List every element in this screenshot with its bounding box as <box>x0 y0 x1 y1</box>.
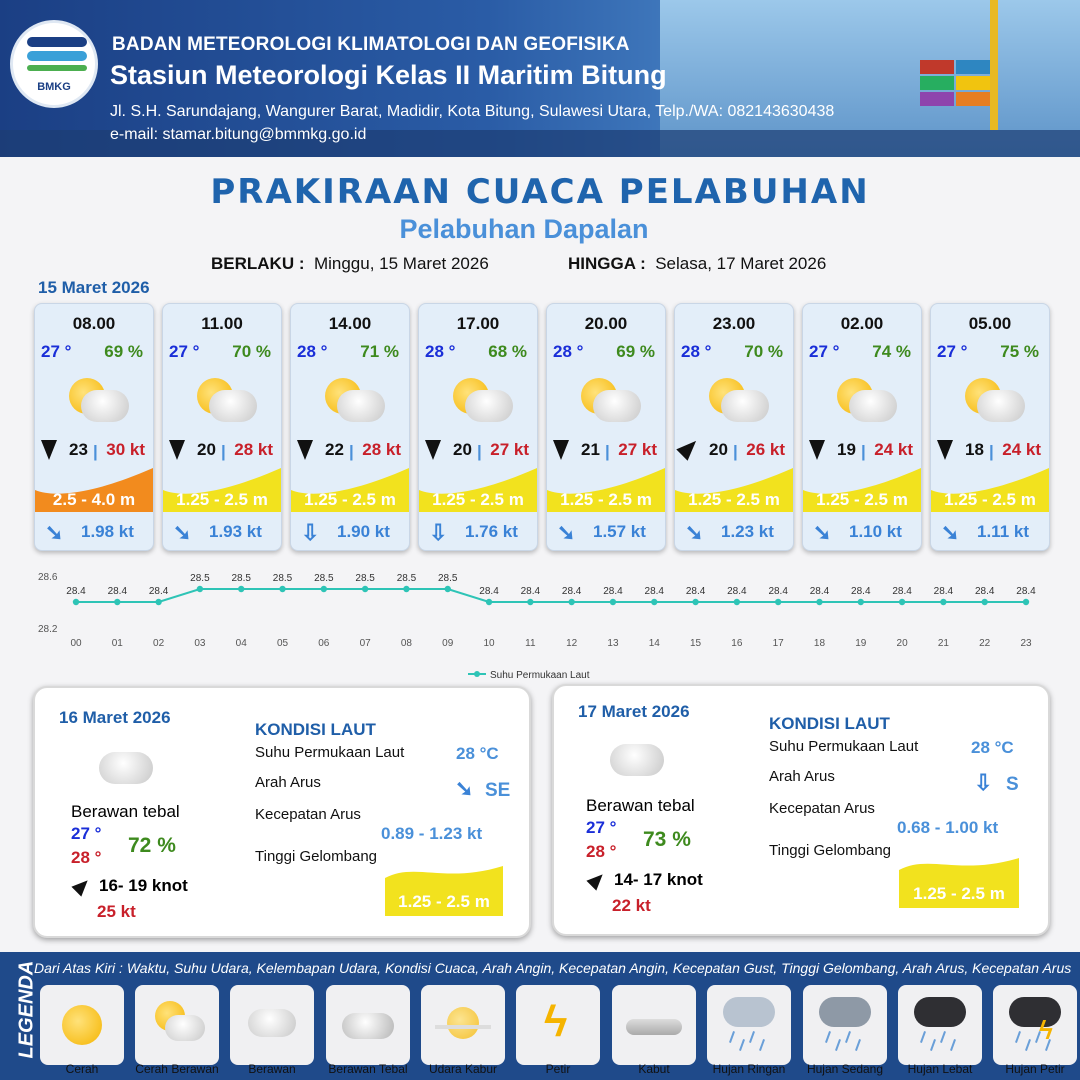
data-label: 28.5 <box>438 573 458 584</box>
sst-value: 28 °C <box>971 738 1014 757</box>
card-wind-speed: 20 <box>197 440 216 459</box>
card-wave-height: 1.25 - 2.5 m <box>944 490 1036 509</box>
legend-item-label: Cerah <box>65 1062 99 1076</box>
temp-min: 27 ° <box>71 824 102 843</box>
station-name: Stasiun Meteorologi Kelas II Maritim Bitung <box>110 60 667 90</box>
data-label: 28.5 <box>396 573 417 584</box>
container-graphic <box>920 92 954 106</box>
arrow-southeast-icon: ➘ <box>455 776 474 801</box>
card-humidity: 71 % <box>360 342 399 361</box>
legend-item <box>421 985 505 1065</box>
partly-cloudy-icon <box>961 374 1025 424</box>
card-current <box>937 520 1050 546</box>
x-tick-label: 15 <box>690 638 702 649</box>
current-arrow-icon: ➘ <box>685 520 704 545</box>
card-current <box>41 520 154 546</box>
card-wind-speed: 20 <box>453 440 472 459</box>
data-label: 28.4 <box>727 586 747 597</box>
card-gust: 30 kt <box>106 440 145 459</box>
x-tick-label: 12 <box>566 638 578 649</box>
x-tick-label: 04 <box>235 638 247 649</box>
card-temperature: 27 ° <box>41 342 72 361</box>
data-point <box>651 599 657 605</box>
current-speed-label: Kecepatan Arus <box>255 806 361 823</box>
card-wind-speed: 23 <box>69 440 88 459</box>
data-point <box>610 599 616 605</box>
sst-label: Suhu Permukaan Laut <box>769 738 919 755</box>
weather-label: Berawan tebal <box>586 796 695 815</box>
partly-cloudy-icon <box>193 374 257 424</box>
card-humidity: 75 % <box>1000 342 1039 361</box>
card-wind <box>803 438 921 462</box>
gust-speed: 25 kt <box>97 902 136 921</box>
card-time: 08.00 <box>72 314 116 333</box>
x-tick-label: 02 <box>153 638 165 649</box>
card-current-speed: 1.23 kt <box>721 522 774 541</box>
wave-height-label: Tinggi Gelombang <box>255 848 378 865</box>
separator: | <box>861 442 866 461</box>
card-temperature: 27 ° <box>937 342 968 361</box>
legend-item-label: Berawan <box>248 1062 296 1076</box>
data-point <box>981 599 987 605</box>
current-direction-label: Arah Arus <box>255 774 321 791</box>
data-label: 28.4 <box>768 586 788 597</box>
legend-description: Dari Atas Kiri : Waktu, Suhu Udara, Kelembapan Udara, Kondisi Cuaca, Arah Angin, Kecepatan Angin, Kecepatan Gust, Tinggi Gelombang, Arah Arus, Kecepatan Arus <box>34 960 1072 976</box>
container-graphic <box>956 60 990 74</box>
legend-item-label: Berawan Tebal <box>328 1062 408 1076</box>
legend-item <box>993 985 1077 1065</box>
partly-cloudy-icon <box>833 374 897 424</box>
data-point <box>486 599 492 605</box>
separator: | <box>221 442 226 461</box>
card-gust: 24 kt <box>874 440 913 459</box>
legend-item <box>516 985 600 1065</box>
legend-bar <box>0 952 1080 1080</box>
x-tick-label: 16 <box>731 638 743 649</box>
cloudy-icon <box>230 985 314 1065</box>
arrow-down-icon <box>297 440 313 460</box>
card-humidity: 69 % <box>104 342 143 361</box>
current-arrow-icon: ⇩ <box>429 520 448 545</box>
x-tick-label: 01 <box>111 638 123 649</box>
legend-item <box>230 985 314 1065</box>
x-tick-label: 10 <box>483 638 495 649</box>
partly-cloudy-icon <box>577 374 641 424</box>
card-temperature: 28 ° <box>553 342 584 361</box>
legend-item <box>40 985 124 1065</box>
legend-item-label: Hujan Petir <box>1005 1062 1065 1076</box>
container-graphic <box>920 60 954 74</box>
data-label: 28.4 <box>851 586 871 597</box>
card-time: 23.00 <box>712 314 756 333</box>
card-wind-speed: 18 <box>965 440 984 459</box>
card-current <box>169 520 282 546</box>
data-label: 28.5 <box>272 573 293 584</box>
sunny-icon <box>40 985 124 1065</box>
legend-item <box>898 985 982 1065</box>
x-tick-label: 17 <box>772 638 784 649</box>
card-wind <box>931 438 1049 462</box>
legend-item-label: Hujan Lebat <box>907 1062 973 1076</box>
card-current <box>425 520 538 546</box>
x-tick-label: 13 <box>607 638 619 649</box>
card-wind <box>35 438 153 462</box>
x-tick-label: 11 <box>525 638 536 649</box>
current-speed-label: Kecepatan Arus <box>769 800 875 817</box>
data-point <box>816 599 822 605</box>
x-tick-label: 20 <box>896 638 908 649</box>
card-humidity: 68 % <box>488 342 527 361</box>
current-arrow-icon: ➘ <box>45 520 64 545</box>
arrow-down-icon <box>41 440 57 460</box>
data-label: 28.4 <box>974 586 995 597</box>
logo-text: BMKG <box>37 81 71 93</box>
card-wave-height: 1.25 - 2.5 m <box>432 490 524 509</box>
data-label: 28.4 <box>520 586 541 597</box>
partly-cloudy-icon <box>449 374 513 424</box>
card-time: 14.00 <box>328 314 372 333</box>
data-label: 28.4 <box>148 586 169 597</box>
y-tick-label: 28.6 <box>38 572 58 583</box>
card-gust: 24 kt <box>1002 440 1041 459</box>
card-wind <box>547 438 665 462</box>
arrow-down-icon <box>553 440 569 460</box>
card-wind <box>163 438 281 462</box>
forecast-card <box>34 303 154 551</box>
wave-height: 1.25 - 2.5 m <box>913 884 1005 903</box>
card-current-speed: 1.57 kt <box>593 522 646 541</box>
sea-condition-title: KONDISI LAUT <box>255 720 376 739</box>
valid-from: BERLAKU : Minggu, 15 Maret 2026 <box>211 254 489 273</box>
station-address: Jl. S.H. Sarundajang, Wangurer Barat, Madidir, Kota Bitung, Sulawesi Utara, Telp./WA: 082143630438 <box>110 103 835 120</box>
card-wave-height: 1.25 - 2.5 m <box>688 490 780 509</box>
valid-to: HINGGA : Selasa, 17 Maret 2026 <box>568 254 827 273</box>
legend-item <box>135 985 219 1065</box>
agency-name: BADAN METEOROLOGI KLIMATOLOGI DAN GEOFISIKA <box>112 34 630 55</box>
legend-marker <box>474 671 480 677</box>
current-speed: 0.68 - 1.00 kt <box>897 818 999 837</box>
wave-height-label: Tinggi Gelombang <box>769 842 892 859</box>
card-current-speed: 1.90 kt <box>337 522 390 541</box>
card-wave-height: 1.25 - 2.5 m <box>304 490 396 509</box>
card-temperature: 27 ° <box>169 342 200 361</box>
data-point <box>362 586 368 592</box>
card-time: 02.00 <box>840 314 884 333</box>
card-time: 11.00 <box>201 314 243 333</box>
temp-max: 28 ° <box>586 842 617 861</box>
lightning-icon: ϟ <box>544 997 568 1046</box>
legend-label: Suhu Permukaan Laut <box>490 670 590 681</box>
card-time: 20.00 <box>584 314 628 333</box>
x-tick-label: 23 <box>1020 638 1032 649</box>
current-arrow-icon: ➘ <box>813 520 832 545</box>
card-wind <box>291 438 409 462</box>
x-tick-label: 19 <box>855 638 867 649</box>
data-point <box>692 599 698 605</box>
data-point <box>197 586 203 592</box>
card-current-speed: 1.93 kt <box>209 522 262 541</box>
sst-label: Suhu Permukaan Laut <box>255 744 405 761</box>
temp-min: 27 ° <box>586 818 617 837</box>
page-title: PRAKIRAAN CUACA PELABUHAN <box>210 172 870 212</box>
thick-cloud-icon <box>99 746 153 784</box>
x-tick-label: 07 <box>359 638 371 649</box>
current-direction: S <box>1006 774 1019 795</box>
container-graphic <box>956 76 990 90</box>
current-arrow-icon: ➘ <box>557 520 576 545</box>
card-time: 17.00 <box>456 314 500 333</box>
arrow-northeast-icon <box>676 435 701 460</box>
forecast-card <box>418 303 538 551</box>
x-tick-label: 21 <box>937 638 949 649</box>
moderate-rain-icon <box>803 985 887 1065</box>
legend-item-label: Petir <box>545 1062 571 1076</box>
forecast-card <box>802 303 922 551</box>
card-wave-height: 1.25 - 2.5 m <box>816 490 908 509</box>
data-label: 28.4 <box>561 586 582 597</box>
thunderstorm-icon: ϟ <box>993 985 1077 1065</box>
sea-condition-title: KONDISI LAUT <box>769 714 890 733</box>
sea-temperature-chart <box>30 562 1050 692</box>
forecast-card <box>290 303 410 551</box>
overcast-icon <box>326 985 410 1065</box>
legend-item-label: Cerah Berawan <box>135 1062 219 1076</box>
card-wind-speed: 22 <box>325 440 344 459</box>
fog-icon <box>612 985 696 1065</box>
legend-item-label: Kabut <box>638 1062 670 1076</box>
data-label: 28.5 <box>231 573 251 584</box>
separator: | <box>349 442 354 461</box>
data-point <box>73 599 79 605</box>
current-arrow-icon: ⇩ <box>301 520 320 545</box>
card-current <box>297 520 410 546</box>
legend-item-label: Udara Kabur <box>428 1062 498 1076</box>
separator: | <box>93 442 98 461</box>
card-humidity: 69 % <box>616 342 655 361</box>
data-point <box>940 599 946 605</box>
legend-item <box>803 985 887 1065</box>
card-wind <box>419 438 537 462</box>
arrow-down-icon <box>809 440 825 460</box>
legend-title: LEGENDA <box>15 960 38 1059</box>
x-tick-label: 03 <box>194 638 206 649</box>
separator: | <box>605 442 610 461</box>
arrow-down-icon <box>425 440 441 460</box>
legend-item-label: Hujan Ringan <box>712 1062 786 1076</box>
arrow-down-icon: ⇩ <box>974 770 993 795</box>
legend-item <box>326 985 410 1065</box>
data-label: 28.4 <box>107 586 128 597</box>
card-humidity: 70 % <box>232 342 271 361</box>
container-graphic <box>956 92 990 106</box>
legend-item-label: Hujan Sedang <box>806 1062 884 1076</box>
bmkg-logo <box>10 20 98 108</box>
data-label: 28.4 <box>66 586 86 597</box>
data-label: 28.4 <box>892 586 912 597</box>
data-point <box>114 599 120 605</box>
card-gust: 27 kt <box>490 440 529 459</box>
data-label: 28.4 <box>809 586 830 597</box>
crane-graphic <box>990 0 998 130</box>
data-label: 28.4 <box>933 586 954 597</box>
wind-direction-icon <box>586 869 607 890</box>
data-point <box>527 599 533 605</box>
data-point <box>734 599 740 605</box>
day1-date: 15 Maret 2026 <box>38 278 150 297</box>
data-point <box>899 599 905 605</box>
page-subtitle: Pelabuhan Dapalan <box>399 214 649 244</box>
data-label: 28.4 <box>603 586 623 597</box>
card-current-speed: 1.10 kt <box>849 522 902 541</box>
card-current <box>809 520 922 546</box>
forecast-card <box>930 303 1050 551</box>
light-rain-icon <box>707 985 791 1065</box>
x-tick-label: 22 <box>979 638 991 649</box>
gust-speed: 22 kt <box>612 896 651 915</box>
card-wind-speed: 21 <box>581 440 600 459</box>
data-point <box>155 599 161 605</box>
arrow-down-icon <box>937 440 953 460</box>
partly-cloudy-icon <box>321 374 385 424</box>
data-label: 28.4 <box>685 586 706 597</box>
partly-cloudy-icon <box>65 374 129 424</box>
forecast-card <box>546 303 666 551</box>
data-point <box>238 586 244 592</box>
data-point <box>445 586 451 592</box>
card-wind-speed: 20 <box>709 440 728 459</box>
forecast-card <box>674 303 794 551</box>
card-wave-height: 1.25 - 2.5 m <box>560 490 652 509</box>
card-gust: 28 kt <box>234 440 273 459</box>
partly-cloudy-icon <box>705 374 769 424</box>
card-temperature: 28 ° <box>297 342 328 361</box>
data-point <box>1023 599 1029 605</box>
card-wind <box>675 438 793 462</box>
card-temperature: 28 ° <box>681 342 712 361</box>
y-tick-label: 28.2 <box>38 624 58 635</box>
container-graphic <box>920 76 954 90</box>
data-label: 28.5 <box>355 573 375 584</box>
current-direction: SE <box>485 780 511 801</box>
card-temperature: 27 ° <box>809 342 840 361</box>
separator: | <box>733 442 738 461</box>
x-tick-label: 00 <box>70 638 82 649</box>
card-current <box>553 520 666 546</box>
current-arrow-icon: ➘ <box>941 520 960 545</box>
card-wind-speed: 19 <box>837 440 856 459</box>
current-speed: 0.89 - 1.23 kt <box>381 824 483 843</box>
card-gust: 28 kt <box>362 440 401 459</box>
data-point <box>775 599 781 605</box>
wind-speed: 14- 17 knot <box>614 870 703 889</box>
card-gust: 27 kt <box>618 440 657 459</box>
data-label: 28.5 <box>190 573 210 584</box>
wind-speed: 16- 19 knot <box>99 876 188 895</box>
data-point <box>321 586 327 592</box>
legend-item <box>612 985 696 1065</box>
weather-label: Berawan tebal <box>71 802 180 821</box>
card-gust: 26 kt <box>746 440 785 459</box>
data-point <box>568 599 574 605</box>
x-tick-label: 14 <box>648 638 660 649</box>
x-tick-label: 05 <box>276 638 289 649</box>
card-humidity: 70 % <box>744 342 783 361</box>
card-current-speed: 1.11 kt <box>977 522 1029 541</box>
separator: | <box>477 442 482 461</box>
haze-icon <box>421 985 505 1065</box>
panel-date: 16 Maret 2026 <box>59 708 171 727</box>
temp-max: 28 ° <box>71 848 102 867</box>
card-time: 05.00 <box>968 314 1012 333</box>
card-wave-height: 1.25 - 2.5 m <box>176 490 268 509</box>
wave-height: 1.25 - 2.5 m <box>398 892 490 911</box>
card-current <box>681 520 794 546</box>
current-direction-label: Arah Arus <box>769 768 835 785</box>
data-label: 28.4 <box>1016 586 1036 597</box>
data-label: 28.5 <box>314 573 334 584</box>
card-wave-height: 2.5 - 4.0 m <box>52 490 136 509</box>
card-current-speed: 1.98 kt <box>81 522 134 541</box>
sst-value: 28 °C <box>456 744 499 763</box>
humidity: 72 % <box>128 834 176 857</box>
thick-cloud-icon <box>610 738 664 776</box>
day2-panel <box>33 686 531 938</box>
partly-cloudy-icon <box>135 985 219 1065</box>
x-tick-label: 06 <box>318 638 330 649</box>
x-tick-label: 08 <box>400 638 412 649</box>
heavy-rain-icon <box>898 985 982 1065</box>
data-label: 28.4 <box>479 586 499 597</box>
separator: | <box>989 442 994 461</box>
day3-panel <box>552 684 1050 936</box>
station-email[interactable]: e-mail: stamar.bitung@bmmkg.go.id <box>110 126 367 143</box>
series-line <box>76 589 1026 602</box>
card-temperature: 28 ° <box>425 342 456 361</box>
arrow-down-icon <box>169 440 185 460</box>
data-label: 28.4 <box>644 586 664 597</box>
data-point <box>279 586 285 592</box>
wind-direction-icon <box>71 875 92 896</box>
current-arrow-icon: ➘ <box>173 520 192 545</box>
legend-item <box>707 985 791 1065</box>
data-point <box>858 599 864 605</box>
x-tick-label: 09 <box>442 638 454 649</box>
forecast-card <box>162 303 282 551</box>
card-current-speed: 1.76 kt <box>465 522 518 541</box>
x-tick-label: 18 <box>813 638 826 649</box>
card-humidity: 74 % <box>872 342 911 361</box>
humidity: 73 % <box>643 828 691 851</box>
data-point <box>403 586 409 592</box>
panel-date: 17 Maret 2026 <box>578 702 690 721</box>
